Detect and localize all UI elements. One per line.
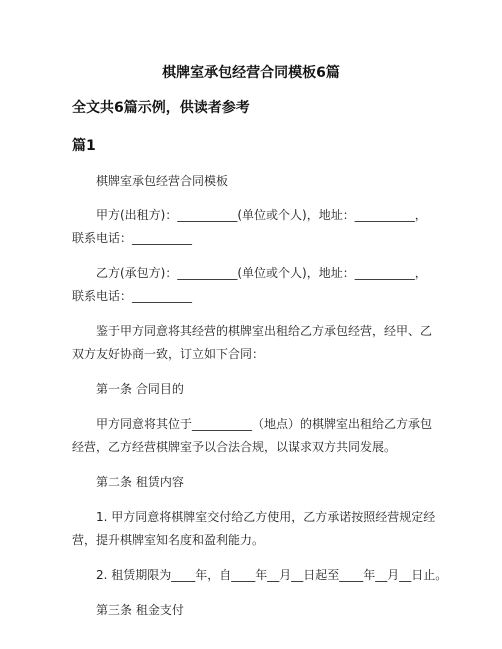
party-a-line-1: 甲方(出租方)：__________(单位或个人)，地址：__________， bbox=[96, 208, 427, 222]
article-3-heading: 第三条 租金支付 bbox=[96, 603, 184, 617]
preamble-line-1: 鉴于甲方同意将其经营的棋牌室出租给乙方承包经营，经甲、乙 bbox=[96, 324, 433, 338]
document-title: 棋牌室承包经营合同模板6篇 bbox=[162, 65, 340, 81]
article-1-line-2: 经营，乙方经营棋牌室予以合法合规，以谋求双方共同发展。 bbox=[72, 440, 397, 454]
contract-name: 棋牌室承包经营合同模板 bbox=[96, 174, 229, 188]
article-2-item-2: 2. 租赁期限为____年，自____年__月__日起至____年__月__日止。 bbox=[96, 568, 448, 582]
party-b-line-1: 乙方(承包方)：__________(单位或个人)，地址：__________， bbox=[96, 266, 427, 280]
party-a-line-2: 联系电话：__________ bbox=[72, 231, 193, 245]
section-heading: 篇1 bbox=[72, 138, 96, 154]
preamble-line-2: 双方友好协商一致，订立如下合同： bbox=[72, 347, 265, 361]
article-1-heading: 第一条 合同目的 bbox=[96, 382, 184, 396]
article-2-heading: 第二条 租赁内容 bbox=[96, 475, 184, 489]
article-2-item-1-line-1: 1. 甲方同意将棋牌室交付给乙方使用，乙方承诺按照经营规定经 bbox=[96, 510, 436, 524]
document-subtitle: 全文共6篇示例，供读者参考 bbox=[72, 100, 250, 116]
party-b-line-2: 联系电话：__________ bbox=[72, 289, 193, 303]
article-1-line-1: 甲方同意将其位于__________（地点）的棋牌室出租给乙方承包 bbox=[96, 417, 433, 431]
article-2-item-1-line-2: 营，提升棋牌室知名度和盈利能力。 bbox=[72, 533, 265, 547]
